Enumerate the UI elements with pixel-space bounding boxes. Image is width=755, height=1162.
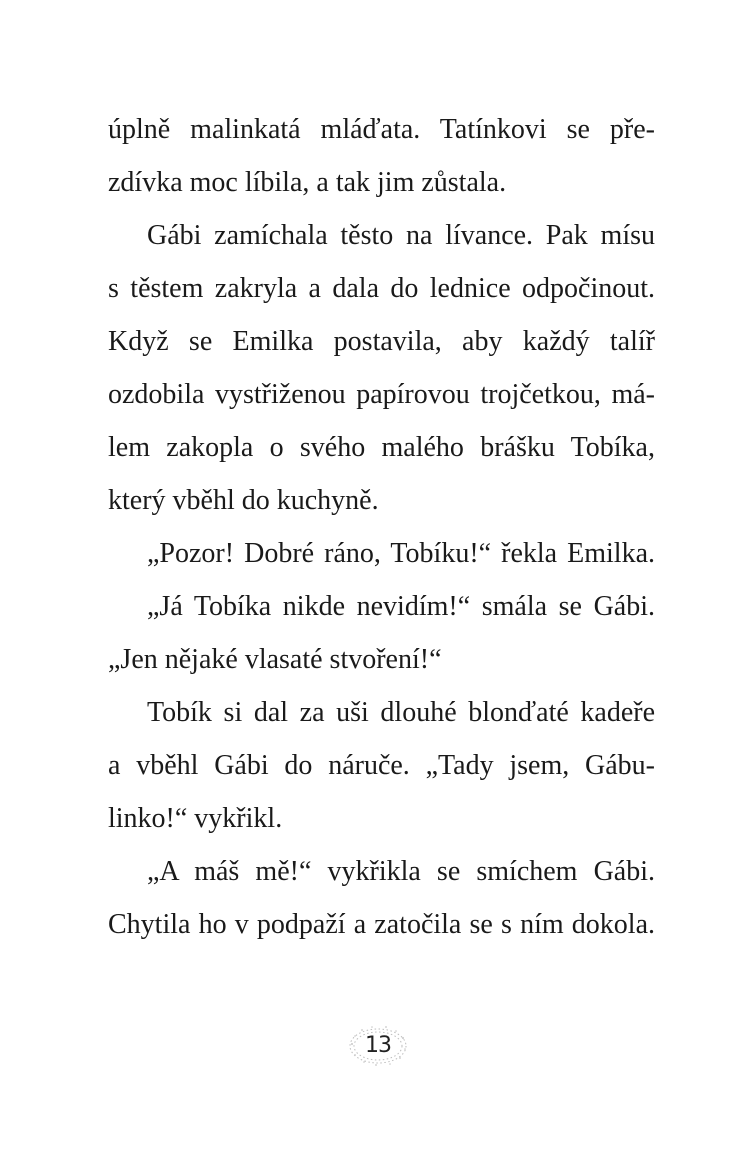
text-line: zdívka moc líbila, a tak jim zůstala. [108, 167, 507, 198]
text-line: Gábi zamíchala těsto na lívance. Pak mísu [147, 220, 655, 251]
text-line: Chytila ho v podpaží a zatočila se s ním dokola. [108, 909, 655, 940]
body-text [108, 103, 655, 951]
page-number-badge [346, 1024, 410, 1068]
text-line: lem zakopla o svého malého brášku Tobíka, [108, 432, 655, 463]
text-line: „A máš mě!“ vykřikla se smíchem Gábi. [147, 856, 655, 887]
text-line: „Jen nějaké vlasaté stvoření!“ [108, 644, 442, 675]
text-line: „Pozor! Dobré ráno, Tobíku!“ řekla Emilka. [147, 538, 655, 569]
text-line: „Já Tobíka nikde nevidím!“ smála se Gábi. [147, 591, 655, 622]
text-line: úplně malinkatá mláďata. Tatínkovi se pře- [108, 114, 655, 145]
page-number: 13 [365, 1033, 391, 1058]
text-line: s těstem zakryla a dala do lednice odpočinout. [108, 273, 655, 304]
text-line: ozdobila vystřiženou papírovou trojčetkou, má- [108, 379, 655, 410]
text-line: který vběhl do kuchyně. [108, 485, 379, 516]
text-line: linko!“ vykřikl. [108, 803, 283, 834]
text-line: a vběhl Gábi do náruče. „Tady jsem, Gábu- [108, 750, 655, 781]
text-line: Tobík si dal za uši dlouhé blonďaté kadeře [147, 697, 655, 728]
text-line: Když se Emilka postavila, aby každý talíř [108, 326, 655, 357]
